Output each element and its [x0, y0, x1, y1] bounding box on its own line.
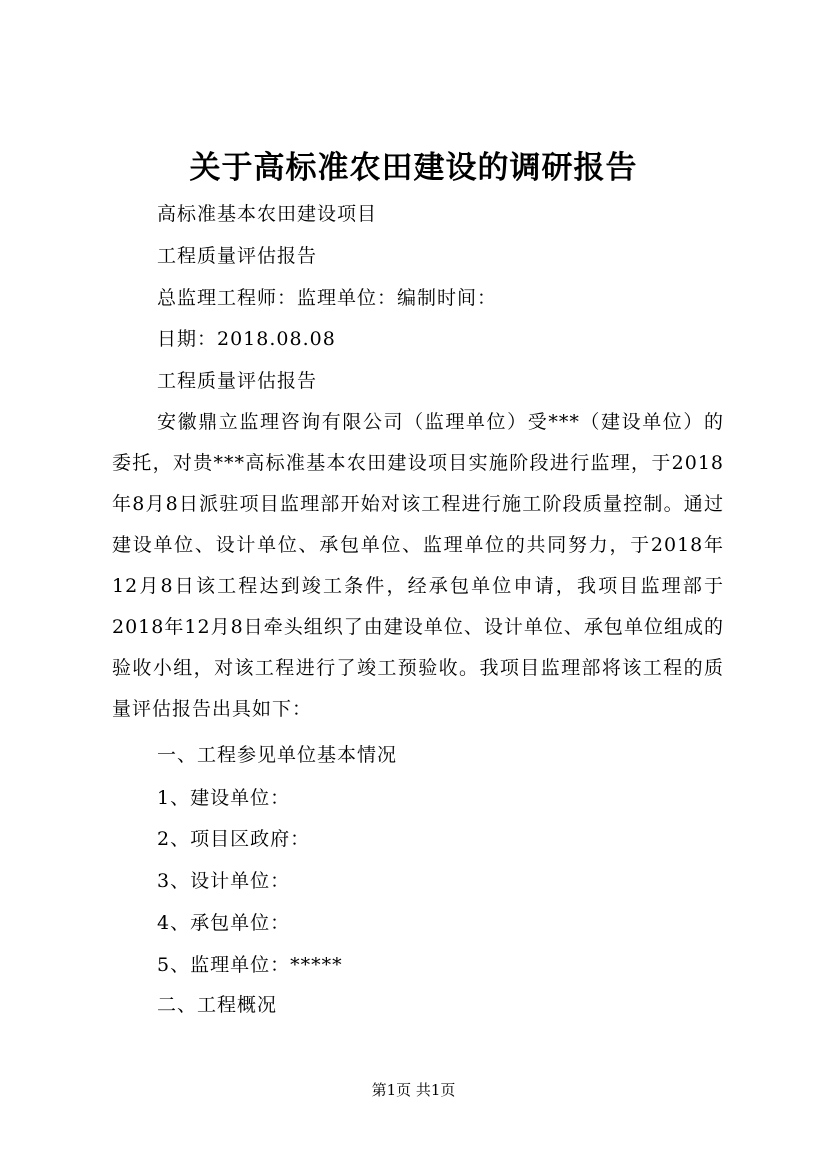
document-title: 关于高标准农田建设的调研报告: [189, 150, 638, 186]
date-line: 日期：2018.08.08: [157, 328, 336, 350]
list-item-construction-unit: 1、建设单位：: [157, 787, 291, 809]
list-item-supervision-unit: 5、监理单位：*****: [157, 954, 343, 976]
report-heading-line: 工程质量评估报告: [157, 370, 318, 392]
section-heading-2: 二、工程概况: [157, 994, 278, 1016]
list-item-contractor-unit: 4、承包单位：: [157, 912, 291, 934]
supervisor-line: 总监理工程师：监理单位：编制时间：: [157, 287, 498, 309]
list-item-design-unit: 3、设计单位：: [157, 870, 291, 892]
list-item-district-government: 2、项目区政府：: [157, 828, 311, 850]
body-paragraph: 安徽鼎立监理咨询有限公司（监理单位）受***（建设单位）的委托，对贵***高标准基本农田建设项目实施阶段进行监理，于2018年8月8日派驻项目监理部开始对该工程进行施工阶段质量控制。通过建设单位、设计单位、承包单位、监理单位的共同努力，于2018年12月8日该工程达到竣工条件，经承包单位申请，我项目监理部于2018年12月8日牵头组织了由建设单位、设计单位、承包单位组成的验收小组，对该工程进行了竣工预验收。我项目监理部将该工程的质量评估报告出具如下：: [112, 411, 724, 720]
page-footer: 第1页 共1页: [371, 1081, 456, 1099]
project-name-line: 高标准基本农田建设项目: [157, 203, 378, 225]
section-heading-1: 一、工程参见单位基本情况: [157, 744, 398, 766]
report-title-line: 工程质量评估报告: [157, 245, 318, 267]
